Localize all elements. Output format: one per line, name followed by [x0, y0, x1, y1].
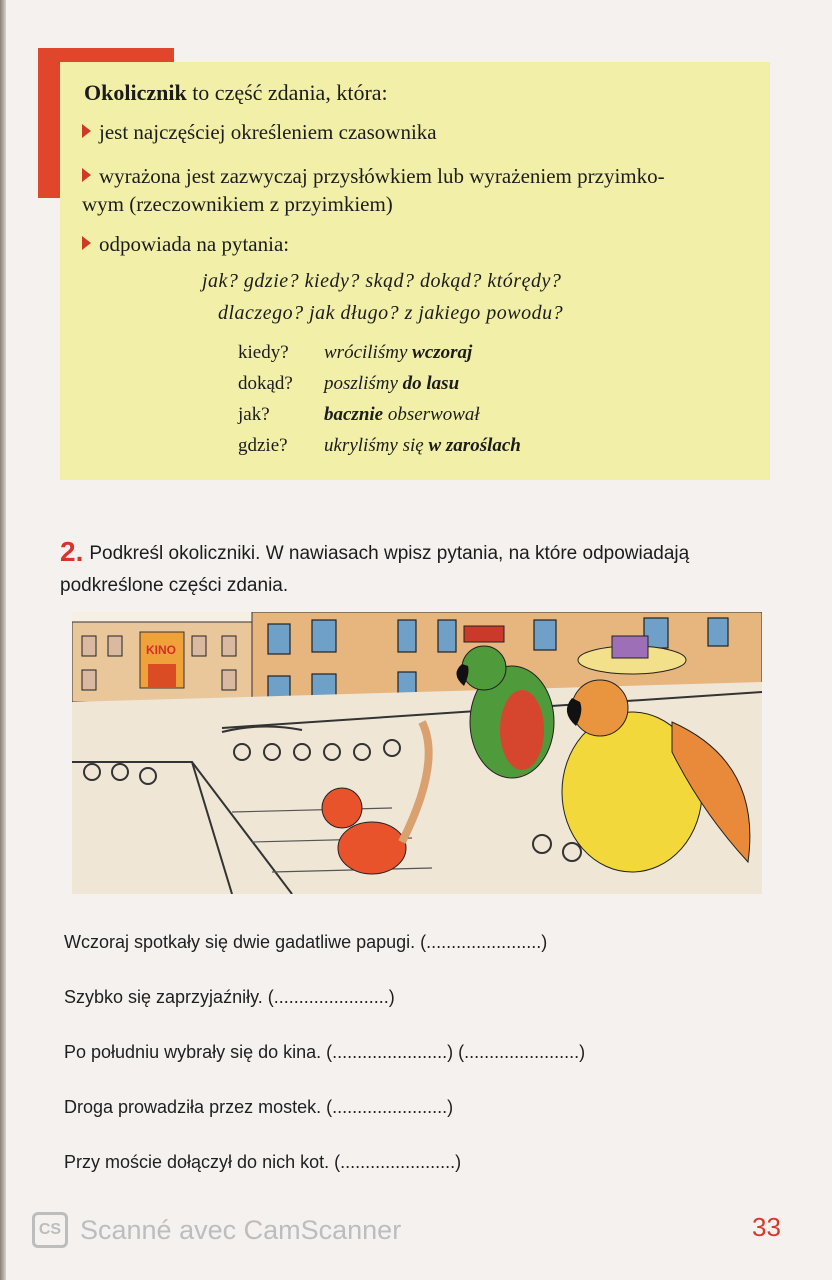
task-instruction: [60, 536, 780, 602]
exercise-sentence-3[interactable]: Po południu wybrały się do kina. (.......................) (.......................): [64, 1042, 586, 1062]
exercise-sentence-5[interactable]: Przy moście dołączył do nich kot. (.......................): [64, 1152, 462, 1172]
watermark-text: Scanné avec CamScanner: [80, 1214, 402, 1245]
triangle-bullet-icon: [82, 168, 91, 182]
rule-bullet: wyrażona jest zazwyczaj przysłówkiem lub wyrażeniem przyimko-: [82, 162, 746, 190]
example-row: gdzie? ukryliśmy się w zaroślach: [238, 435, 521, 456]
kino-sign: KINO: [146, 643, 176, 657]
camscanner-icon: CS: [32, 1212, 68, 1248]
rule-bullet: jest najczęściej określeniem czasownika: [82, 118, 746, 146]
triangle-bullet-icon: [82, 124, 91, 138]
page-number: 33: [752, 1212, 781, 1242]
triangle-bullet-icon: [82, 236, 91, 250]
questions-line-1: jak? gdzie? kiedy? skąd? dokąd? którędy?: [202, 270, 562, 292]
task-number: 2.: [60, 536, 84, 567]
exercise-sentence-4[interactable]: Droga prowadziła przez mostek. (.......................): [64, 1097, 454, 1117]
task-text: Podkreśl okoliczniki. W nawiasach wpisz pytania, na które odpowiadają podkreślone części zdania.: [60, 543, 690, 596]
example-row: kiedy? wróciliśmy wczoraj: [238, 342, 473, 363]
rule-title: Okolicznik to część zdania, która:: [84, 80, 388, 105]
rule-box: [60, 62, 770, 480]
camscanner-watermark: [32, 1212, 401, 1248]
questions-line-2: dlaczego? jak długo? z jakiego powodu?: [218, 302, 564, 324]
illustration-parrots-bridge: [72, 612, 762, 894]
example-row: jak? bacznie obserwował: [238, 404, 480, 425]
exercise-sentence-1[interactable]: Wczoraj spotkały się dwie gadatliwe papugi. (.......................): [64, 932, 548, 952]
example-row: dokąd? poszliśmy do lasu: [238, 373, 460, 394]
exercise-sentence-2[interactable]: Szybko się zaprzyjaźniły. (.......................): [64, 987, 395, 1007]
rule-bullet: odpowiada na pytania:: [82, 230, 746, 258]
book-spine-shadow: [0, 0, 6, 1280]
rule-bullet-continuation: wym (rzeczownikiem z przyimkiem): [82, 192, 393, 216]
